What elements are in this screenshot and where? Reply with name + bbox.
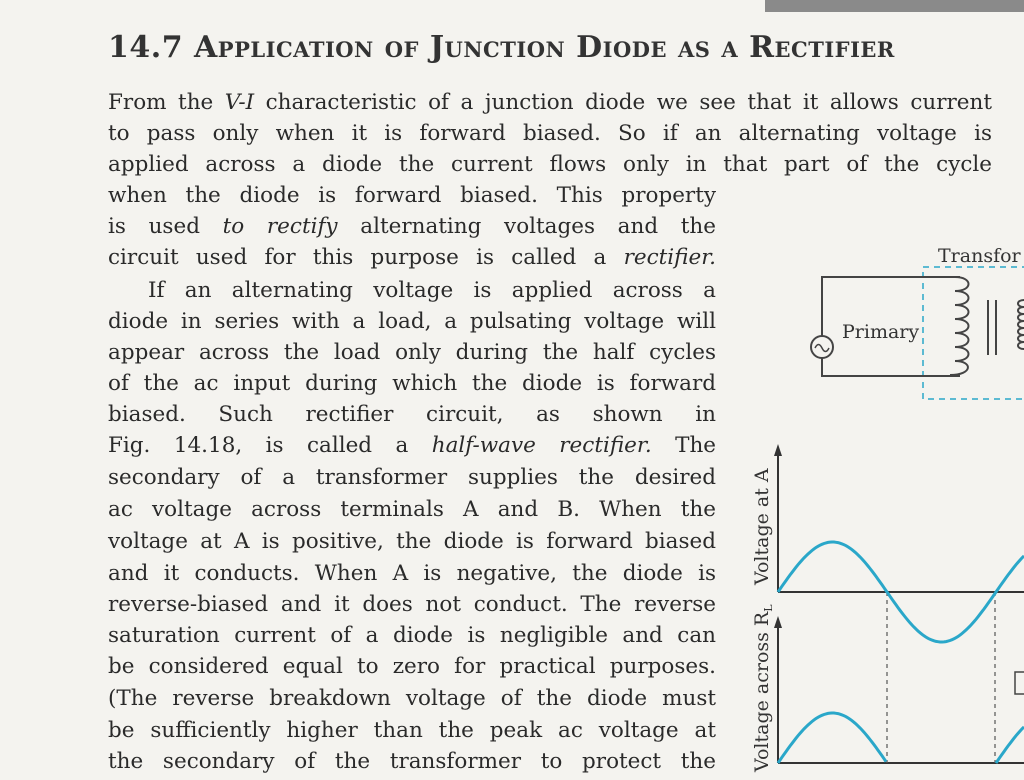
transformer-label: Transfor bbox=[938, 245, 1021, 267]
text-segment: characteristic of a junction diode we see that it allows current bbox=[254, 90, 992, 115]
text-segment: From the bbox=[108, 90, 225, 115]
text-segment: (The reverse breakdown voltage of the diode must bbox=[108, 686, 716, 711]
secondary-coil bbox=[1018, 300, 1024, 349]
label-box bbox=[1015, 672, 1024, 694]
text-segment: voltage at A is positive, the diode is forward biased bbox=[108, 529, 716, 554]
text-segment: secondary of a transformer supplies the desired bbox=[108, 465, 716, 490]
text-segment: diode in series with a load, a pulsating voltage will bbox=[108, 309, 716, 334]
rectified-half-wave bbox=[778, 713, 1024, 763]
section-title: 14.7 Application of Junction Diode as a Rectifier bbox=[108, 30, 895, 65]
primary-coil bbox=[950, 277, 969, 375]
text-segment: ac voltage across terminals A and B. When the bbox=[108, 497, 716, 522]
text-segment: appear across the load only during the half cycles bbox=[108, 340, 716, 365]
text-segment: If an alternating voltage is applied across a bbox=[148, 278, 716, 303]
text-segment: alternating voltages and the bbox=[337, 214, 716, 239]
text-segment: of the ac input during which the diode is forward bbox=[108, 371, 716, 396]
text-segment: to pass only when it is forward biased. So if an alternating voltage is bbox=[108, 121, 992, 146]
text-segment: and it conducts. When A is negative, the diode is bbox=[108, 561, 716, 586]
italic-term: half-wave rectifier. bbox=[431, 433, 652, 458]
text-segment: applied across a diode the current flows only in that part of the cycle bbox=[108, 152, 992, 177]
italic-term: V-I bbox=[224, 90, 255, 115]
text-segment: Fig. 14.18, is called a bbox=[108, 433, 432, 458]
text-segment: biased. Such rectifier circuit, as shown in bbox=[108, 402, 716, 427]
ylabel-bottom: Voltage across $R_L$ bbox=[751, 604, 775, 772]
text-segment: The bbox=[651, 433, 717, 458]
ylabel-top: Voltage at A bbox=[751, 468, 773, 585]
text-segment: be sufficiently higher than the peak ac voltage at bbox=[108, 718, 716, 743]
transformer-box bbox=[923, 267, 1024, 399]
italic-term: to rectify bbox=[222, 214, 338, 239]
primary-label: Primary bbox=[842, 321, 920, 343]
text-segment: reverse-biased and it does not conduct. The reverse bbox=[108, 592, 716, 617]
text-segment: circuit used for this purpose is called a bbox=[108, 245, 624, 270]
text-segment: is used bbox=[108, 214, 223, 239]
text-segment: be considered equal to zero for practical purposes. bbox=[108, 654, 716, 679]
italic-term: rectifier. bbox=[623, 245, 716, 270]
text-segment: when the diode is forward biased. This property bbox=[108, 183, 716, 208]
text-segment: saturation current of a diode is negligible and can bbox=[108, 623, 716, 648]
text-segment: the secondary of the transformer to protect the bbox=[108, 749, 716, 774]
